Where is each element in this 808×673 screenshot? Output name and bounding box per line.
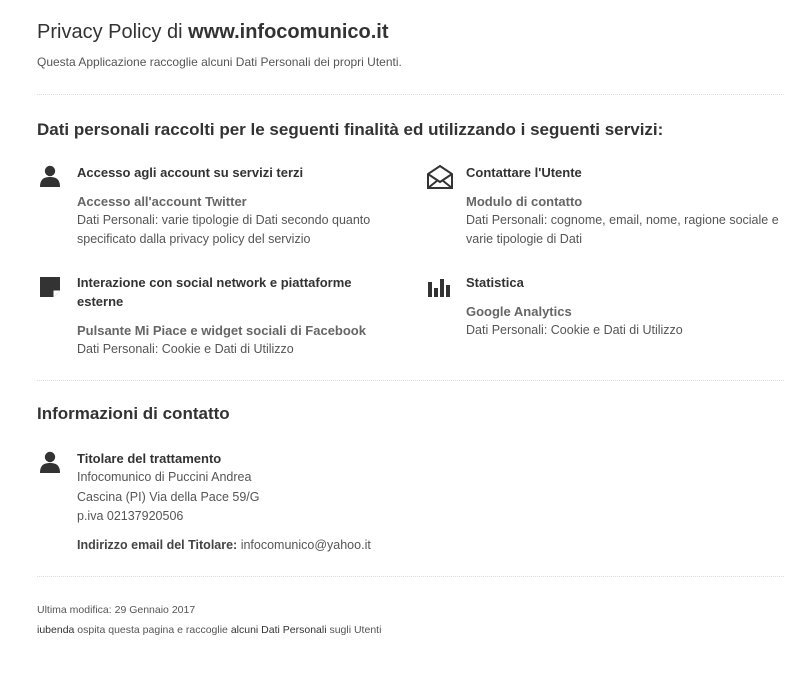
purpose-block-contact-user [466, 163, 796, 249]
footer-hosting-note [37, 624, 381, 636]
service-name[interactable]: Pulsante Mi Piace e widget sociali di Facebook [77, 323, 366, 338]
last-modified: Ultima modifica: 29 Gennaio 2017 [37, 604, 196, 616]
page-subtitle: Questa Applicazione raccoglie alcuni Dati Personali dei propri Utenti. [37, 55, 402, 69]
controller-line: Cascina (PI) Via della Pace 59/G [77, 489, 260, 504]
email-value[interactable]: infocomunico@yahoo.it [237, 538, 371, 552]
service-name[interactable]: Accesso all'account Twitter [77, 194, 247, 209]
purpose-title: Statistica [466, 275, 524, 290]
note-icon [39, 276, 63, 300]
purpose-title: Contattare l'Utente [466, 165, 582, 180]
hosting-text: ospita questa pagina e raccoglie [74, 624, 231, 636]
service-name[interactable]: Google Analytics [466, 304, 572, 319]
purposes-heading: Dati personali raccolti per le seguenti finalità ed utilizzando i seguenti servizi: [37, 120, 664, 139]
purpose-title: Interazione con social network e piattaforme esterne [77, 275, 352, 309]
divider [37, 576, 784, 577]
purpose-block-statistics [466, 273, 796, 340]
purpose-title: Accesso agli account su servizi terzi [77, 165, 304, 180]
user-icon [38, 164, 62, 188]
envelope-icon [427, 165, 451, 189]
controller-line: Infocomunico di Puccini Andrea [77, 470, 252, 484]
service-detail: Dati Personali: Cookie e Dati di Utilizzo [466, 323, 683, 337]
service-name[interactable]: Modulo di contatto [466, 194, 583, 209]
title-site[interactable]: www.infocomunico.it [188, 21, 389, 43]
email-label: Indirizzo email del Titolare: [77, 538, 238, 552]
controller-line: p.iva 02137920506 [77, 509, 184, 523]
bar-chart-icon [427, 276, 451, 300]
purpose-block-social-interaction [77, 273, 397, 359]
data-controller-block [77, 449, 407, 527]
controller-email [77, 538, 371, 552]
service-detail: Dati Personali: varie tipologie di Dati secondo quanto specificato dalla privacy policy del servizio [77, 213, 371, 246]
personal-data-link[interactable]: alcuni Dati Personali [230, 624, 327, 636]
contact-heading: Informazioni di contatto [37, 404, 230, 423]
purpose-block-account-access [77, 163, 407, 249]
user-icon [38, 450, 62, 474]
divider [37, 380, 784, 381]
service-detail: Dati Personali: cognome, email, nome, ragione sociale e varie tipologie di Dati [466, 213, 779, 246]
hosting-tail: sugli Utenti [326, 624, 382, 636]
divider [37, 94, 784, 95]
controller-title: Titolare del trattamento [77, 451, 222, 466]
title-prefix: Privacy Policy di [37, 21, 189, 43]
page-title [37, 21, 389, 44]
iubenda-link[interactable]: iubenda [37, 624, 75, 636]
service-detail: Dati Personali: Cookie e Dati di Utilizzo [77, 342, 294, 356]
